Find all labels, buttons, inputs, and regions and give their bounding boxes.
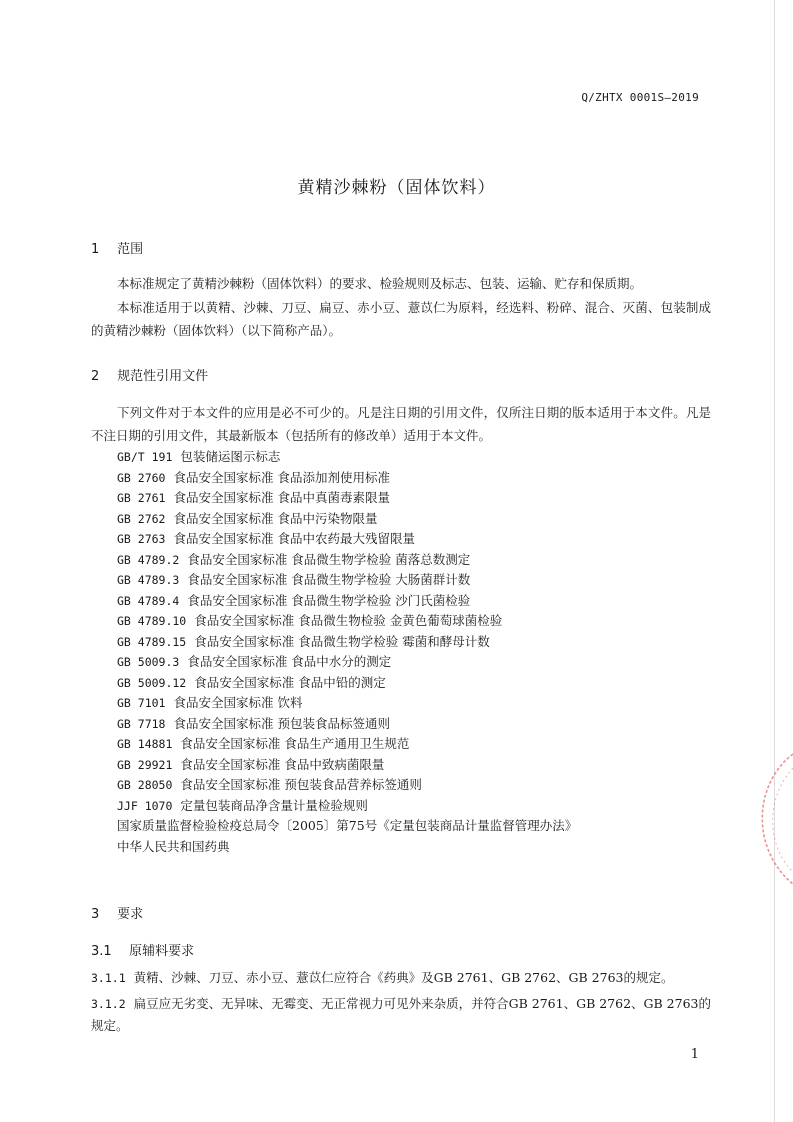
reference-item — [117, 632, 577, 653]
reference-item — [117, 550, 577, 571]
section-2-heading — [91, 365, 208, 384]
scope-paragraph-1: 本标准规定了黄精沙棘粉（固体饮料）的要求、检验规则及标志、包装、运输、贮存和保质期。 — [117, 276, 643, 291]
subsection-title: 原辅料要求 — [129, 944, 195, 959]
reference-title: 食品安全国家标准 饮料 — [173, 695, 303, 710]
reference-item — [117, 529, 577, 550]
reference-item — [117, 816, 577, 837]
reference-title: 食品安全国家标准 食品生产通用卫生规范 — [180, 736, 410, 751]
reference-title: 食品安全国家标准 食品添加剂使用标准 — [173, 469, 390, 485]
reference-title: 食品安全国家标准 食品中真菌毒素限量 — [173, 490, 390, 505]
clause-text: 黄精、沙棘、刀豆、赤小豆、薏苡仁应符合《药典》及GB 2761、GB 2762、GB 2763的规定。 — [133, 970, 674, 985]
section-number: 3 — [91, 907, 100, 922]
reference-code: GB 7718 — [117, 716, 166, 731]
subsection-3-1-heading — [91, 940, 194, 959]
clause-3-1-1 — [91, 967, 711, 989]
reference-item — [117, 796, 577, 817]
reference-title: 食品安全国家标准 食品微生物学检验 大肠菌群计数 — [187, 572, 471, 587]
reference-title: 食品安全国家标准 食品微生物学检验 沙门氏菌检验 — [187, 592, 471, 608]
scope-paragraph-2: 本标准适用于以黄精、沙棘、刀豆、扁豆、赤小豆、薏苡仁为原料，经选料、粉碎、混合、灭菌、包装制成的黄精沙棘粉（固体饮料）（以下简称产品）。 — [91, 300, 711, 338]
reference-title: 食品安全国家标准 预包装食品营养标签通则 — [180, 777, 422, 792]
reference-item — [117, 714, 577, 735]
reference-title: 食品安全国家标准 预包装食品标签通则 — [173, 715, 390, 731]
reference-code: GB 2762 — [117, 511, 166, 526]
reference-code: GB 4789.3 — [117, 573, 180, 587]
clause-3-1-2 — [91, 993, 711, 1036]
reference-item — [117, 509, 577, 530]
reference-code: GB 4789.15 — [117, 634, 187, 649]
reference-title: 食品安全国家标准 食品中污染物限量 — [173, 510, 378, 526]
reference-title: 国家质量监督检验检疫总局令〔2005〕第75号《定量包装商品计量监督管理办法》 — [117, 818, 578, 833]
reference-item — [117, 775, 577, 796]
reference-item — [117, 755, 577, 776]
section-number: 2 — [91, 369, 100, 384]
reference-title: 中华人民共和国药典 — [117, 838, 230, 854]
reference-item — [117, 734, 577, 755]
reference-item — [117, 447, 577, 468]
reference-item — [117, 673, 577, 694]
reference-code: GB 5009.3 — [117, 655, 180, 669]
clause-text: 扁豆应无劣变、无异味、无霉变、无正常视力可见外来杂质，并符合GB 2761、GB 2762、GB 2763的规定。 — [91, 996, 711, 1033]
section-number: 1 — [91, 242, 100, 257]
reference-title: 食品安全国家标准 食品微生物检验 金黄色葡萄球菌检验 — [194, 613, 503, 628]
reference-title: 食品安全国家标准 食品中水分的测定 — [187, 654, 392, 669]
section-3-heading — [91, 903, 143, 922]
reference-item — [117, 468, 577, 489]
partial-red-seal — [753, 748, 793, 888]
reference-title: 食品安全国家标准 食品中铅的测定 — [194, 674, 386, 690]
reference-code: GB 29921 — [117, 757, 173, 772]
scan-edge-line — [774, 0, 775, 1122]
reference-title: 包装储运图示标志 — [180, 449, 281, 464]
document-code: Q/ZHTX 0001S—2019 — [581, 91, 699, 104]
reference-item — [117, 591, 577, 612]
reference-item — [117, 570, 577, 591]
reference-item — [117, 652, 577, 673]
reference-title: 食品安全国家标准 食品微生物学检验 霉菌和酵母计数 — [194, 633, 490, 649]
reference-code: GB 4789.10 — [117, 614, 187, 628]
reference-item — [117, 693, 577, 714]
reference-code: GB 2761 — [117, 491, 166, 505]
references-intro: 下列文件对于本文件的应用是必不可少的。凡是注日期的引用文件，仅所注日期的版本适用于本文件。凡是不注日期的引用文件，其最新版本（包括所有的修改单）适用于本文件。 — [91, 405, 711, 443]
section-title: 要求 — [117, 907, 144, 922]
reference-title: 食品安全国家标准 食品微生物学检验 菌落总数测定 — [187, 551, 471, 567]
reference-item — [117, 488, 577, 509]
reference-code: GB 4789.4 — [117, 593, 180, 608]
reference-title: 定量包装商品净含量计量检验规则 — [180, 797, 368, 813]
section-1-heading — [91, 238, 143, 257]
reference-item — [117, 611, 577, 632]
reference-title: 食品安全国家标准 食品中农药最大残留限量 — [173, 531, 415, 546]
reference-item — [117, 837, 577, 858]
reference-code: GB 2760 — [117, 470, 166, 485]
section-title: 范围 — [117, 242, 144, 257]
reference-code: GB 7101 — [117, 696, 166, 710]
clause-number: 3.1.2 — [91, 997, 126, 1011]
reference-code: GB 14881 — [117, 737, 173, 751]
reference-title: 食品安全国家标准 食品中致病菌限量 — [180, 756, 385, 772]
reference-code: GB 5009.12 — [117, 675, 187, 690]
reference-code: JJF 1070 — [117, 798, 173, 813]
page-number: 1 — [690, 1047, 699, 1062]
document-title: 黄精沙棘粉（固体饮料） — [297, 178, 496, 198]
reference-code: GB 4789.2 — [117, 552, 180, 567]
section-title: 规范性引用文件 — [117, 369, 209, 384]
reference-code: GB 2763 — [117, 532, 166, 546]
reference-code: GB 28050 — [117, 778, 173, 792]
clause-number: 3.1.1 — [91, 971, 126, 985]
subsection-number: 3.1 — [91, 944, 112, 959]
reference-list — [117, 447, 577, 857]
reference-code: GB/T 191 — [117, 450, 173, 464]
